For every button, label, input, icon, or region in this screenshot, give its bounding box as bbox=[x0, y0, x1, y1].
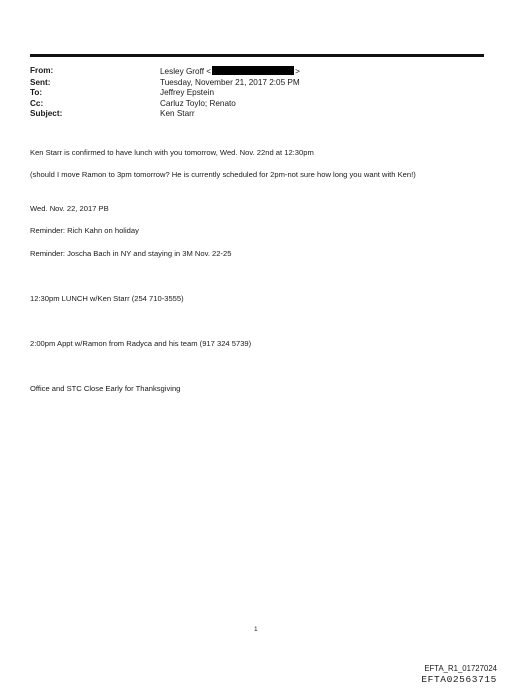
body-line-office: Office and STC Close Early for Thanksgiving bbox=[30, 384, 181, 393]
bates-stamp-2: EFTA02563715 bbox=[421, 674, 497, 685]
body-line-question: (should I move Ramon to 3pm tomorrow? He is currently scheduled for 2pm-not sure how long you want with Ken!) bbox=[30, 170, 416, 179]
to-value: Jeffrey Epstein bbox=[160, 88, 215, 98]
sent-label: Sent: bbox=[30, 77, 51, 87]
to-label: To: bbox=[30, 88, 43, 98]
email-header bbox=[30, 66, 490, 120]
cc-value: Carluz Toylo; Renato bbox=[160, 98, 236, 108]
from-value bbox=[160, 66, 300, 78]
cc-label: Cc: bbox=[30, 98, 44, 108]
subject-value: Ken Starr bbox=[160, 109, 195, 119]
sent-row bbox=[30, 78, 490, 89]
redaction-box bbox=[212, 66, 294, 75]
subject-row bbox=[30, 109, 490, 120]
body-line-date: Wed. Nov. 22, 2017 PB bbox=[30, 204, 109, 213]
body-line-reminder-1: Reminder: Rich Kahn on holiday bbox=[30, 226, 139, 235]
sent-value: Tuesday, November 21, 2017 2:05 PM bbox=[160, 77, 300, 87]
header-divider bbox=[30, 54, 484, 57]
body-line-confirmation: Ken Starr is confirmed to have lunch with you tomorrow, Wed. Nov. 22nd at 12:30pm bbox=[30, 148, 314, 157]
to-row bbox=[30, 88, 490, 99]
cc-row bbox=[30, 99, 490, 110]
from-name: Lesley Groff < bbox=[160, 67, 212, 76]
from-suffix: > bbox=[295, 67, 300, 76]
from-row bbox=[30, 66, 490, 78]
body-line-reminder-2: Reminder: Joscha Bach in NY and staying in 3M Nov. 22-25 bbox=[30, 249, 232, 258]
body-line-appt: 2:00pm Appt w/Ramon from Radyca and his team (917 324 5739) bbox=[30, 339, 252, 348]
subject-label: Subject: bbox=[30, 109, 63, 119]
page-number: 1 bbox=[254, 626, 258, 633]
from-label: From: bbox=[30, 66, 54, 75]
bates-stamp-1: EFTA_R1_01727024 bbox=[424, 664, 497, 673]
body-line-lunch: 12:30pm LUNCH w/Ken Starr (254 710-3555) bbox=[30, 294, 184, 303]
